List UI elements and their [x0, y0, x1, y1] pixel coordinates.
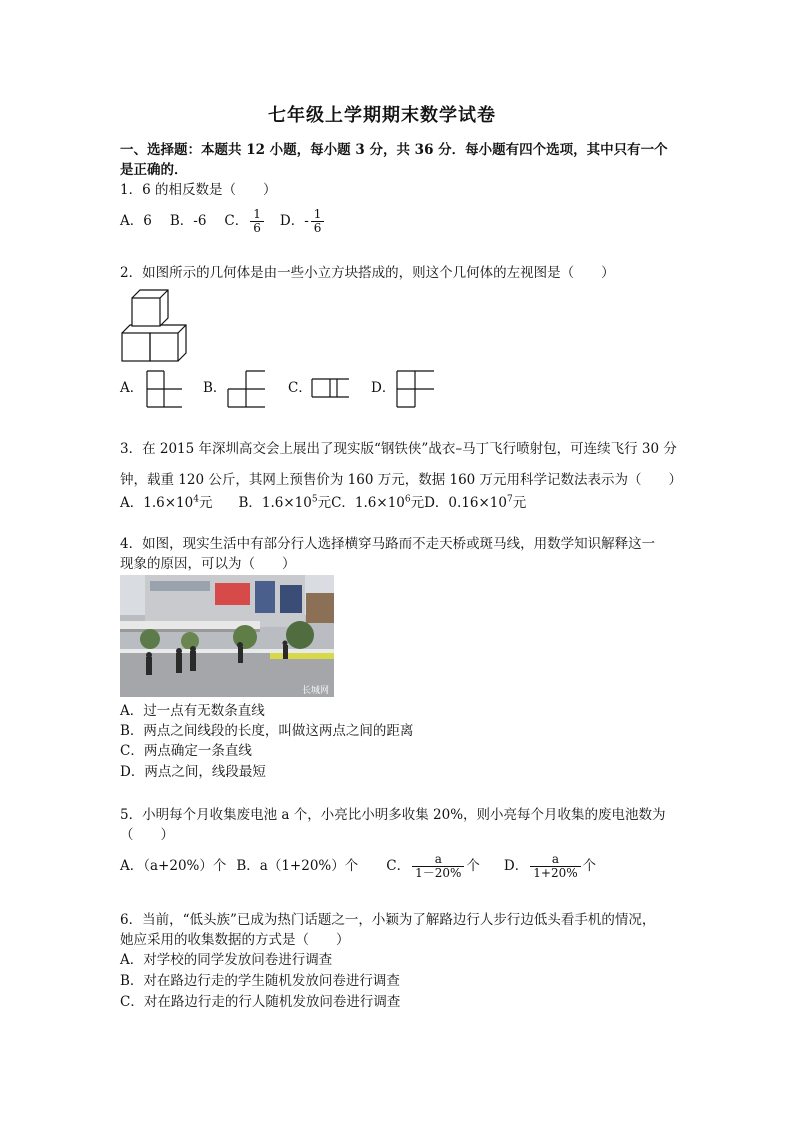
q5-option-d	[504, 853, 596, 880]
q3-option-b	[238, 495, 331, 511]
q5-option-c-label: C．	[386, 857, 411, 874]
q1-option-b: B．-6	[169, 213, 207, 229]
q2-option-a-figure	[146, 370, 186, 410]
q2-option-a-label: A．	[120, 380, 144, 396]
q2-option-d-label: D．	[371, 380, 396, 396]
q6-line1: 6．当前，“低头族”已成为热门话题之一，小颖为了解路边行人步行边低头看手机的情况，	[120, 912, 656, 928]
q3-option-c-exp: 6	[404, 494, 411, 505]
q2-option-c-label: C．	[288, 380, 312, 396]
q1-option-d-label: D．-	[279, 212, 309, 229]
q5-option-c-unit: 个	[466, 857, 480, 874]
q1-stem: 1．6 的相反数是（ ）	[120, 182, 277, 198]
q1-option-a: A．6	[120, 213, 152, 229]
q3-option-c-base: C．1.6×10	[331, 495, 405, 511]
q1-option-c-fraction	[250, 208, 264, 235]
q5-option-d-unit: 个	[582, 857, 597, 874]
q6-option-b: B．对在路边行走的学生随机发放问卷进行调查	[120, 973, 400, 989]
q3-option-c-unit: 元	[410, 495, 425, 511]
section-heading-line2: 是正确的．	[120, 162, 188, 178]
q5-option-d-num: a	[551, 851, 560, 866]
q1-option-d-fraction	[311, 208, 325, 235]
q1-option-d-den: 6	[311, 221, 325, 235]
q5-options	[120, 850, 596, 882]
q3-option-b-base: B．1.6×10	[238, 495, 312, 511]
q2-option-b-label: B．	[203, 380, 227, 396]
q3-option-d-base: D．0.16×10	[424, 495, 507, 511]
q5-option-c	[386, 853, 480, 880]
q1-option-c-den: 6	[250, 221, 264, 235]
q5-option-a: A．（a+20%）个	[120, 858, 227, 874]
q5-option-d-fraction	[530, 853, 580, 880]
q5-option-c-den: 1－20%	[412, 866, 464, 880]
q1-option-c-label: C．	[224, 212, 249, 229]
q2-option-d-figure	[396, 370, 438, 410]
q5-option-c-num: a	[434, 851, 442, 866]
street-crossing-illustration	[120, 575, 334, 697]
q3-option-c	[331, 495, 424, 511]
q5-option-b: B．a（1+20%）个	[236, 858, 359, 874]
q5-line2: （ ）	[120, 827, 174, 843]
q3-option-a-base: A．1.6×10	[120, 495, 194, 511]
q3-option-a-unit: 元	[198, 495, 213, 511]
q4-option-a: A．过一点有无数条直线	[120, 703, 265, 719]
photo-watermark: 长城网	[302, 685, 330, 695]
q5-option-d-label: D．	[503, 857, 529, 874]
q3-option-a-exp: 4	[193, 494, 199, 505]
q3-option-d	[424, 495, 526, 511]
q2-cube-figure	[120, 288, 190, 363]
q3-option-b-unit: 元	[317, 495, 332, 511]
q3-option-a	[120, 495, 212, 511]
q3-line1: 3．在 2015 年深圳高交会上展出了现实版“钢铁侠”战衣–马丁飞行喷射包，可连续飞行 30 分	[120, 441, 677, 457]
q4-line2: 现象的原因，可以为（ ）	[120, 556, 296, 572]
q5-option-d-den: 1+20%	[530, 866, 580, 880]
q3-line2: 钟，载重 120 公斤，其网上预售价为 160 万元，数据 160 万元用科学记数法表示为（ ）	[120, 472, 683, 488]
q4-option-d: D．两点之间，线段最短	[120, 764, 266, 780]
street-crossing-photo	[120, 575, 334, 697]
q1-option-d-num: 1	[313, 206, 322, 221]
q1-option-c-num: 1	[253, 206, 261, 221]
q4-line1: 4．如图，现实生活中有部分行人选择横穿马路而不走天桥或斑马线，用数学知识解释这一	[120, 536, 656, 552]
q6-option-c: C．对在路边行走的行人随机发放问卷进行调查	[120, 994, 401, 1010]
q5-line1: 5．小明每个月收集废电池 a 个，小亮比小明多收集 20%，则小亮每个月收集的废电池数为	[120, 807, 666, 823]
q6-option-a: A．对学校的同学发放问卷进行调查	[120, 952, 333, 968]
q1-options	[120, 206, 326, 236]
q6-line2: 她应采用的收集数据的方式是（ ）	[120, 932, 350, 948]
q2-option-b-figure	[227, 370, 269, 410]
section-heading-line1: 一、选择题：本题共 12 小题，每小题 3 分，共 36 分．每小题有四个选项，其中只有一个	[120, 142, 668, 158]
q3-option-d-exp: 7	[506, 494, 513, 505]
q4-option-c: C．两点确定一条直线	[120, 743, 252, 759]
q1-option-d	[280, 208, 327, 235]
q3-option-d-unit: 元	[512, 495, 527, 511]
q3-options	[120, 494, 526, 512]
q2-option-c-figure	[311, 378, 353, 400]
q5-option-c-fraction	[412, 853, 464, 880]
q3-option-b-exp: 5	[311, 494, 318, 505]
q1-option-c	[224, 208, 265, 235]
q2-stem: 2．如图所示的几何体是由一些小立方块搭成的，则这个几何体的左视图是（ ）	[120, 265, 615, 281]
page-title: 七年级上学期期末数学试卷	[268, 105, 496, 126]
q4-option-b: B．两点之间线段的长度，叫做这两点之间的距离	[120, 723, 414, 739]
